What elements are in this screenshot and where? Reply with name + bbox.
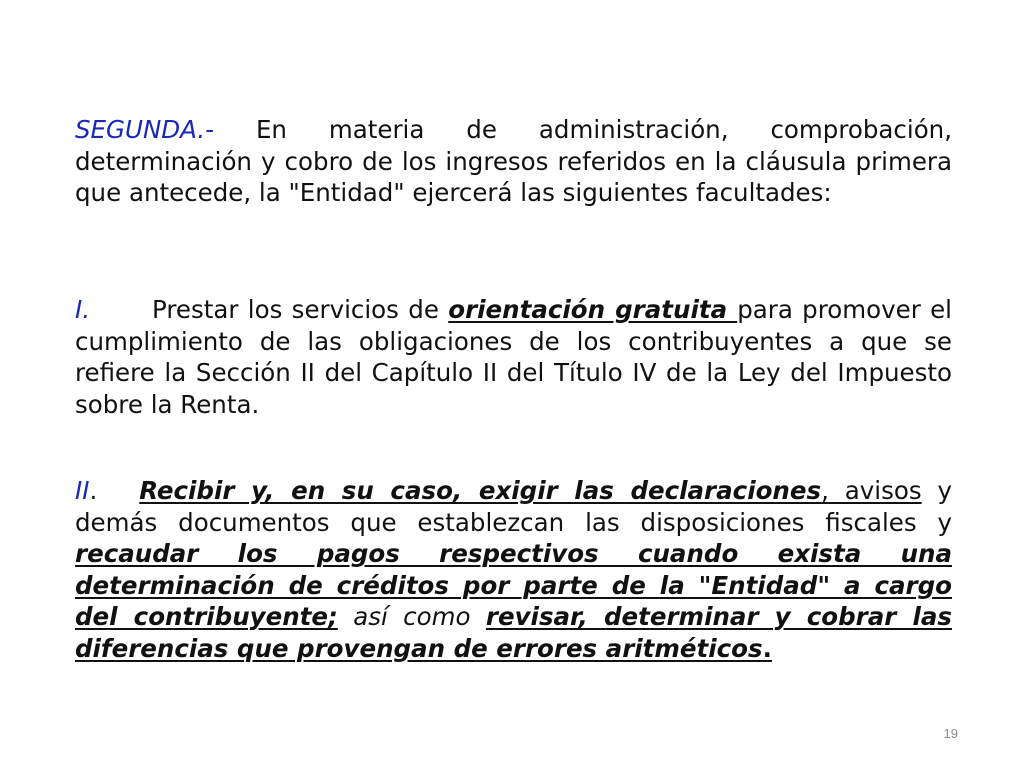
item-two-text-asi: así como [337, 602, 486, 631]
item-two-comma: , [821, 476, 829, 505]
clause-heading: SEGUNDA.- [75, 115, 214, 144]
item-one-paragraph [75, 294, 952, 420]
item-one-numeral: I. [75, 295, 91, 324]
item-two-numeral-dot: . [89, 476, 98, 505]
page-number: 19 [943, 726, 958, 741]
item-two-final-dot: . [762, 633, 772, 663]
item-two-receive-emphasis: Recibir y, en su caso, exigir las declaraciones [139, 476, 822, 505]
item-two-review-emphasis: revisar, determinar y cobrar las diferencias que provengan de errores aritméticos [75, 602, 952, 663]
clause-body: En materia de administración, comprobación, determinación y cobro de los ingresos referidos en la cláusula primera que antecede, la "Entidad" ejercerá las siguientes facultades: [75, 115, 952, 207]
item-two-numeral: II [75, 476, 90, 505]
item-one-text-before: Prestar los servicios de [152, 295, 449, 324]
item-two-collect-emphasis: recaudar los pagos respectivos cuando exista una determinación de créditos por parte de la "Entidad" a cargo del contribuyente; [75, 539, 952, 631]
clause-segunda-paragraph [75, 114, 952, 209]
item-two-paragraph [75, 475, 952, 664]
item-one-text-after: para promover el cumplimiento de las obligaciones de los contribuyentes a que se refiere la Sección II del Capítulo II del Título IV de la Ley del Impuesto sobre la Renta. [75, 295, 952, 419]
item-two-text-middle: y demás documentos que establezcan las disposiciones fiscales y [75, 476, 952, 537]
item-one-emphasis: orientación gratuita [448, 295, 738, 324]
item-two-avisos: avisos [828, 476, 922, 505]
